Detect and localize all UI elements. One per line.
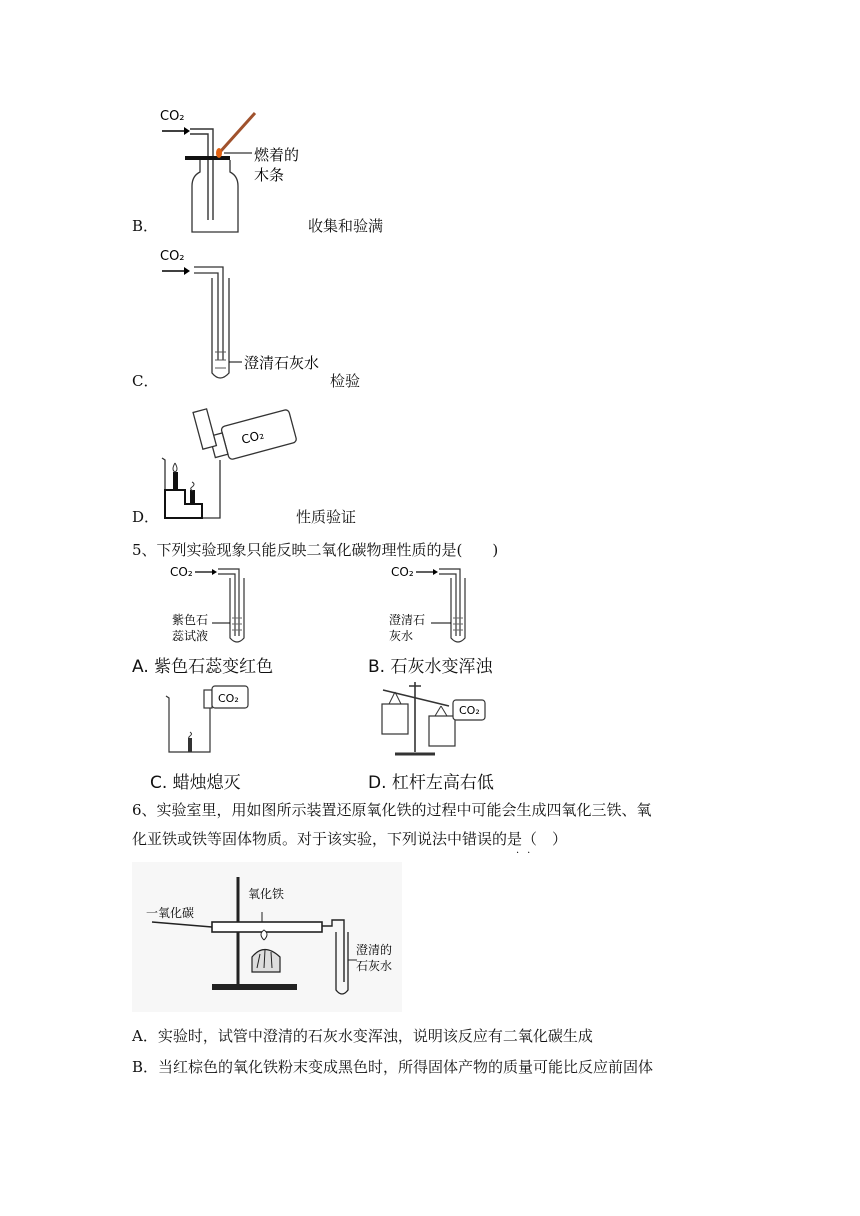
co2-label: CO₂ [459, 704, 480, 717]
limewater-label-2: 石灰水 [356, 959, 393, 973]
option-caption: 收集和验满 [308, 217, 384, 235]
question-6-stem-line-2: 化亚铁或铁等固体物质。对于该实验，下列说法中错误的是（ ） [132, 830, 568, 848]
q5-option-b-diagram [385, 560, 535, 650]
question-6-option-b: B．当红棕色的氧化铁粉末变成黑色时，所得固体产物的质量可能比反应前固体 [132, 1058, 654, 1076]
q5-option-a-caption: A. 紫色石蕊变红色 [132, 657, 274, 677]
limewater-label-1: 澄清的 [356, 943, 393, 957]
iron-oxide-label: 氧化铁 [248, 887, 285, 901]
q5-option-c-diagram [160, 680, 270, 760]
gas-collection-bottle-diagram [150, 100, 330, 235]
co2-label: CO₂ [391, 565, 414, 579]
iron-oxide-reduction-apparatus [132, 862, 402, 1012]
limewater-label: 澄清石灰水 [244, 354, 320, 372]
burning-splint-label-2: 木条 [254, 166, 285, 184]
option-caption: 检验 [330, 372, 361, 390]
burning-splint-label-1: 燃着的 [254, 146, 300, 164]
q5-option-b-caption: B. 石灰水变浑浊 [368, 657, 493, 677]
option-letter: B． [132, 217, 159, 235]
co2-label: CO₂ [239, 427, 266, 447]
emphasis-dots: ·· [516, 848, 539, 859]
co2-label: CO₂ [170, 565, 193, 579]
carbon-monoxide-label: 一氧化碳 [146, 906, 195, 920]
co2-label: CO₂ [160, 249, 185, 264]
q5-option-d-caption: D. 杠杆左高右低 [368, 773, 494, 793]
option-letter: C． [132, 372, 159, 390]
test-tube-limewater-diagram [150, 240, 340, 385]
limewater-label-1: 澄清石 [389, 613, 426, 627]
q5-option-c-caption: C. 蜡烛熄灭 [150, 773, 241, 793]
question-6-option-a: A．实验时，试管中澄清的石灰水变浑浊，说明该反应有二氧化碳生成 [132, 1027, 593, 1045]
litmus-label-2: 蕊试液 [172, 629, 209, 643]
co2-label: CO₂ [160, 109, 185, 124]
limewater-label-2: 灰水 [389, 629, 414, 643]
litmus-label-1: 紫色石 [172, 613, 209, 627]
q5-option-a-diagram [150, 560, 300, 650]
option-letter: D． [132, 508, 160, 526]
question-5-stem: 5、下列实验现象只能反映二氧化碳物理性质的是( ) [132, 541, 499, 559]
co2-label: CO₂ [218, 692, 239, 705]
beaker-candle-diagram [150, 400, 310, 525]
question-6-stem-line-1: 6、实验室里，用如图所示装置还原氧化铁的过程中可能会生成四氧化三铁、氧 [132, 801, 652, 819]
q5-option-d-diagram [375, 676, 505, 766]
option-caption: 性质验证 [296, 508, 357, 526]
